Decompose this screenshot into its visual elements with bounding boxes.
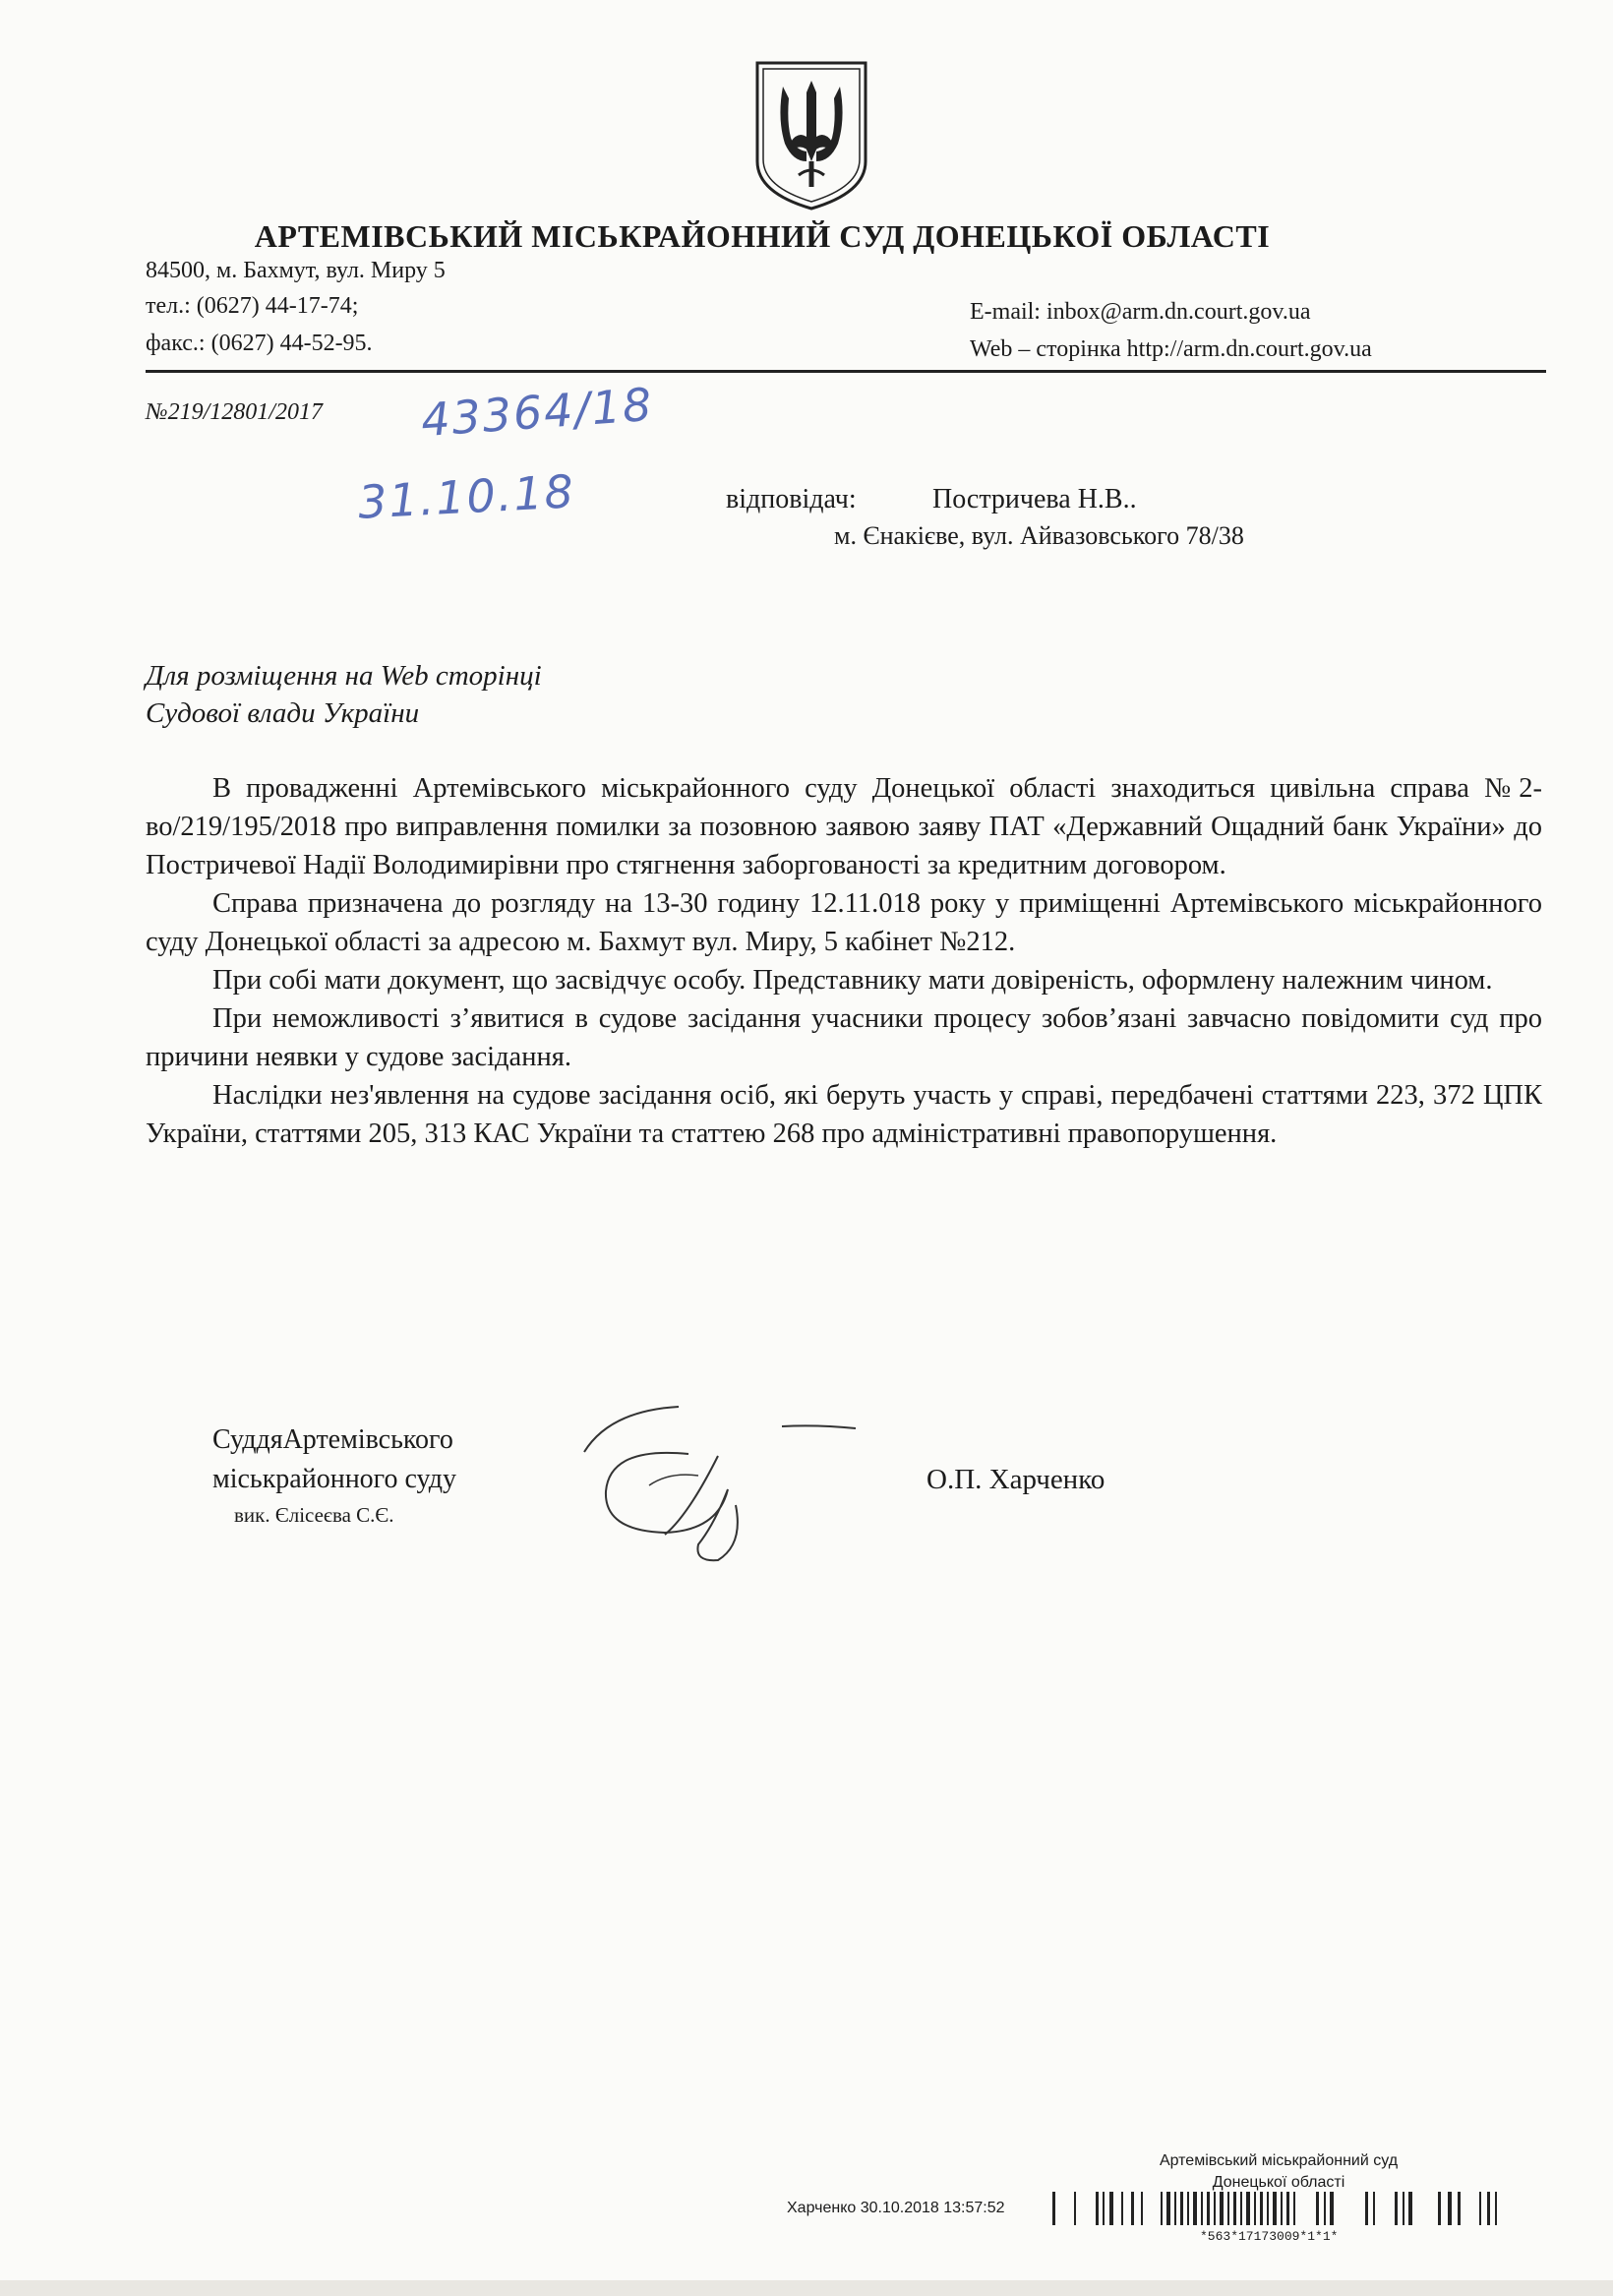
barcode-text: *563*17173009*1*1*: [1200, 2229, 1339, 2244]
registration-court-line-1: Артемівський міськрайонний суд: [1159, 2152, 1399, 2169]
signatory-title-line-2: міськрайонного суду: [212, 1464, 457, 1494]
coat-of-arms-icon: [753, 59, 869, 212]
signatory-name: О.П. Харченко: [926, 1464, 1105, 1495]
outgoing-number: №219/12801/2017: [146, 399, 323, 425]
addressee-name: Постричева Н.В..: [932, 484, 1137, 514]
handwritten-date: 31.10.18: [356, 464, 577, 529]
postal-address: 84500, м. Бахмут, вул. Миру 5: [146, 258, 446, 283]
handwritten-reg-number: 43364/18: [419, 377, 655, 448]
header-divider: [146, 370, 1546, 373]
body-paragraph-1: В провадженні Артемівського міськрайонного суду Донецької області знаходиться цивільна справа №2-во/219/195/2018 про виправлення помилки за позовною заявою заяву ПАТ «Державний Ощадний банк України» до Постричевої Надії Володимирівни про стягнення заборгованості за кредитним договором.: [146, 773, 1542, 880]
scan-bottom-edge: [0, 2280, 1613, 2296]
web-address: Web – сторінка http://arm.dn.court.gov.ua: [970, 336, 1372, 362]
executor-name: вик. Єлісеєва С.Є.: [234, 1503, 394, 1527]
fax-number: факс.: (0627) 44-52-95.: [146, 331, 373, 356]
purpose-line-2: Судової влади України: [146, 697, 420, 729]
registration-court: [1131, 2150, 1426, 2194]
handwritten-signature: [570, 1397, 866, 1584]
body-paragraph-4: При неможливості з’явитися в судове засідання учасники процесу зобов’язані завчасно повідомити суд про причини неявки у судове засідання.: [146, 1003, 1542, 1072]
court-name: АРТЕМІВСЬКИЙ МІСЬКРАЙОННИЙ СУД ДОНЕЦЬКОЇ ОБЛАСТІ: [254, 218, 1271, 254]
addressee-label: відповідач:: [726, 484, 857, 514]
body-paragraph-2: Справа призначена до розгляду на 13-30 годину 12.11.018 року у приміщенні Артемівського міськрайонного суду Донецької області за адресою м. Бахмут вул. Миру, 5 кабінет №212.: [146, 888, 1542, 957]
barcode-icon: [1052, 2190, 1544, 2229]
signatory-title: [212, 1420, 456, 1499]
letter-body: [146, 769, 1542, 1153]
purpose-note: [146, 657, 542, 732]
email-address: E-mail: inbox@arm.dn.court.gov.ua: [970, 299, 1311, 325]
purpose-line-1: Для розміщення на Web сторінці: [146, 660, 542, 692]
signatory-title-line-1: СуддяАртемівського: [212, 1424, 453, 1455]
phone-number: тел.: (0627) 44-17-74;: [146, 293, 359, 319]
registration-user-time: Харченко 30.10.2018 13:57:52: [787, 2200, 1005, 2216]
body-paragraph-3: При собі мати документ, що засвідчує особу. Представнику мати довіреність, оформлену належним чином.: [212, 965, 1493, 996]
body-paragraph-5: Наслідки нез'явлення на судове засідання осіб, які беруть участь у справі, передбачені статтями 223, 372 ЦПК України, статтями 205, 313 КАС України та статтею 268 про адміністративні правопорушення.: [146, 1080, 1542, 1149]
addressee-address: м. Єнакієве, вул. Айвазовського 78/38: [834, 521, 1244, 550]
registration-court-line-2: Донецької області: [1212, 2174, 1345, 2191]
